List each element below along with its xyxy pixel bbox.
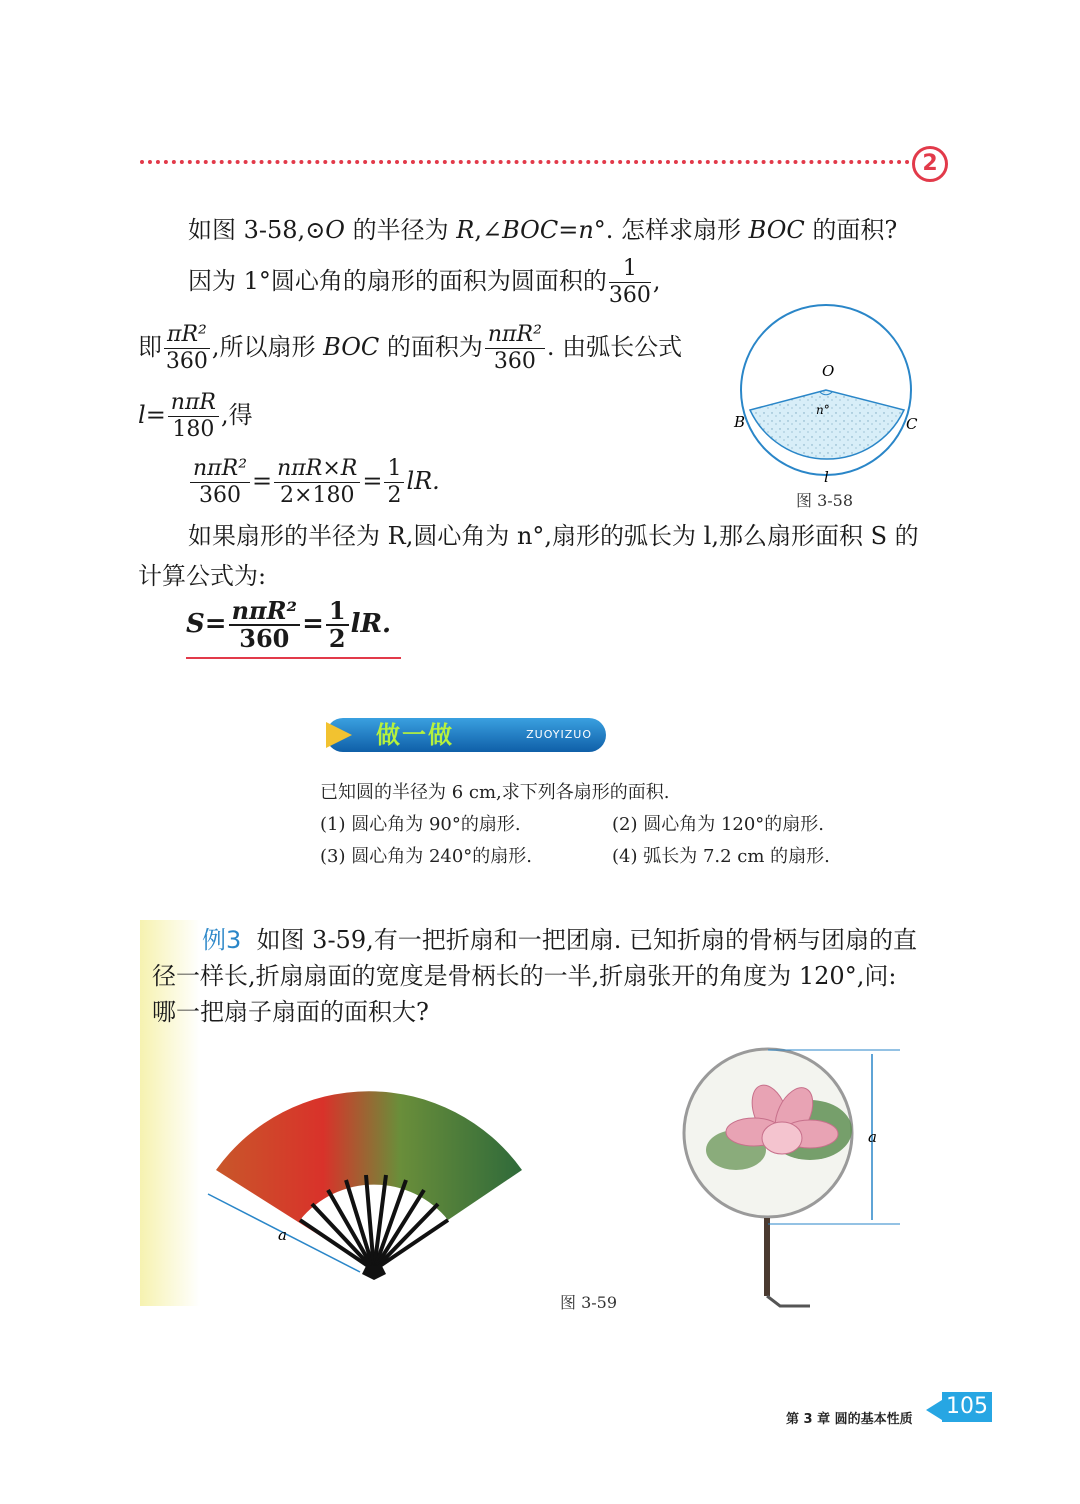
denominator: 2×180 [280,483,355,508]
formula-underline [186,657,401,659]
label-o: O [822,362,835,380]
math-var: BOC [748,216,805,244]
figure-caption: 图 3-58 [796,491,854,510]
fan-handle [764,1218,770,1296]
text: 的面积? [804,216,898,244]
text: 的面积为 [379,333,483,361]
numerator: 1 [326,598,349,626]
fraction [190,456,250,509]
tassel [767,1296,810,1306]
math-var: BOC [323,333,380,361]
text: °. 怎样求扇形 [593,216,749,244]
label-b: B [734,413,746,431]
numerator: nπR² [229,598,300,626]
example-line-2: 径一样长,折扇扇面的宽度是骨柄长的一半,折扇张开的角度为 120°,问: [152,962,897,990]
sector-boc [750,390,904,459]
text: ,得 [221,401,253,429]
exercise-question: (2) 圆心角为 120°的扇形. [612,814,825,835]
denominator: 2 [328,624,346,653]
exercise-question: (3) 圆心角为 240°的扇形. [320,846,533,867]
banner-subtitle: ZUOYIZUO [526,728,592,741]
paragraph-line-6: 如果扇形的半径为 R,圆心角为 n°,扇形的弧长为 l,那么扇形面积 S 的 [188,522,919,550]
label-c: C [906,415,918,433]
text: 因为 1°圆心角的扇形的面积为圆面积的 [188,267,607,295]
folding-fan-illustration [200,1070,540,1280]
equals-sign: = [302,609,324,639]
text: , [652,267,661,295]
text: ,∠ [474,216,503,244]
equals-sign: = [362,467,383,495]
label-angle: n° [816,403,830,417]
fraction [229,598,300,652]
exercise-intro: 已知圆的半径为 6 cm,求下列各扇形的面积. [320,782,670,803]
equals-sign: = [204,609,227,639]
math-var: O [325,216,345,244]
fraction [164,322,210,375]
numerator: nπR² [190,456,250,483]
numerator: nπR×R [274,456,360,483]
denominator: 2 [387,483,402,508]
denominator: 360 [199,483,241,508]
section-number: 2 [912,146,948,182]
numerator: 1 [609,256,651,283]
paragraph-line-4 [138,390,253,443]
text: ,所以扇形 [211,333,324,361]
arrow-icon [326,722,352,748]
paragraph-line-2 [188,256,661,309]
denominator: 360 [165,349,208,374]
numerator: 1 [384,456,404,483]
label-a: a [868,1128,877,1146]
paragraph-line-1 [188,214,897,246]
fraction [326,598,349,652]
paragraph-line-7: 计算公式为: [138,562,267,590]
chapter-title: 第 3 章 圆的基本性质 [786,1412,913,1427]
math-var: S [186,609,205,639]
text: . 由弧长公式 [546,333,683,361]
text: = [558,216,579,244]
paragraph-line-5 [188,456,440,509]
label-a: a [278,1226,287,1244]
math-var: l [138,401,146,429]
denominator: 360 [608,283,651,308]
text: 即 [138,333,162,361]
round-fan-illustration [670,1040,910,1320]
banner-title: 做一做 [376,721,454,749]
example-line-3: 哪一把扇子扇面的面积大? [152,998,429,1026]
section-divider [140,160,910,164]
circle-symbol: ⊙ [305,216,326,244]
text: = [145,401,166,429]
text: 如图 3-59,有一把折扇和一把团扇. 已知折扇的骨柄与团扇的直 [256,926,917,954]
exercise-question: (1) 圆心角为 90°的扇形. [320,814,521,835]
equals-sign: = [252,467,273,495]
numerator: πR² [164,322,210,349]
page-number: 105 [942,1392,992,1422]
math-var: n [578,216,594,244]
area-formula [186,598,391,652]
math-var: lR. [406,467,440,495]
denominator: 180 [172,417,215,442]
fraction [168,390,219,443]
exercise-question: (4) 弧长为 7.2 cm 的扇形. [612,846,830,867]
denominator: 360 [239,624,290,653]
text: 的半径为 [344,216,457,244]
text: 如图 3-58, [188,216,306,244]
numerator: nπR² [485,322,545,349]
page-number-tab [926,1400,942,1420]
fan-pivot [362,1266,386,1280]
fraction [384,456,404,509]
math-var: lR. [350,609,392,639]
numerator: nπR [168,390,219,417]
math-var: R [456,216,475,244]
fraction [274,456,360,509]
example-label: 例3 [202,926,242,954]
denominator: 360 [493,349,536,374]
exercise-banner [326,718,606,752]
figure-3-58 [730,290,930,520]
math-var: BOC [502,216,559,244]
paragraph-line-3 [138,322,682,375]
label-l: l [824,468,829,486]
fraction [485,322,545,375]
fraction [609,256,651,309]
example-line-1 [202,924,917,956]
figure-caption: 图 3-59 [560,1293,618,1312]
